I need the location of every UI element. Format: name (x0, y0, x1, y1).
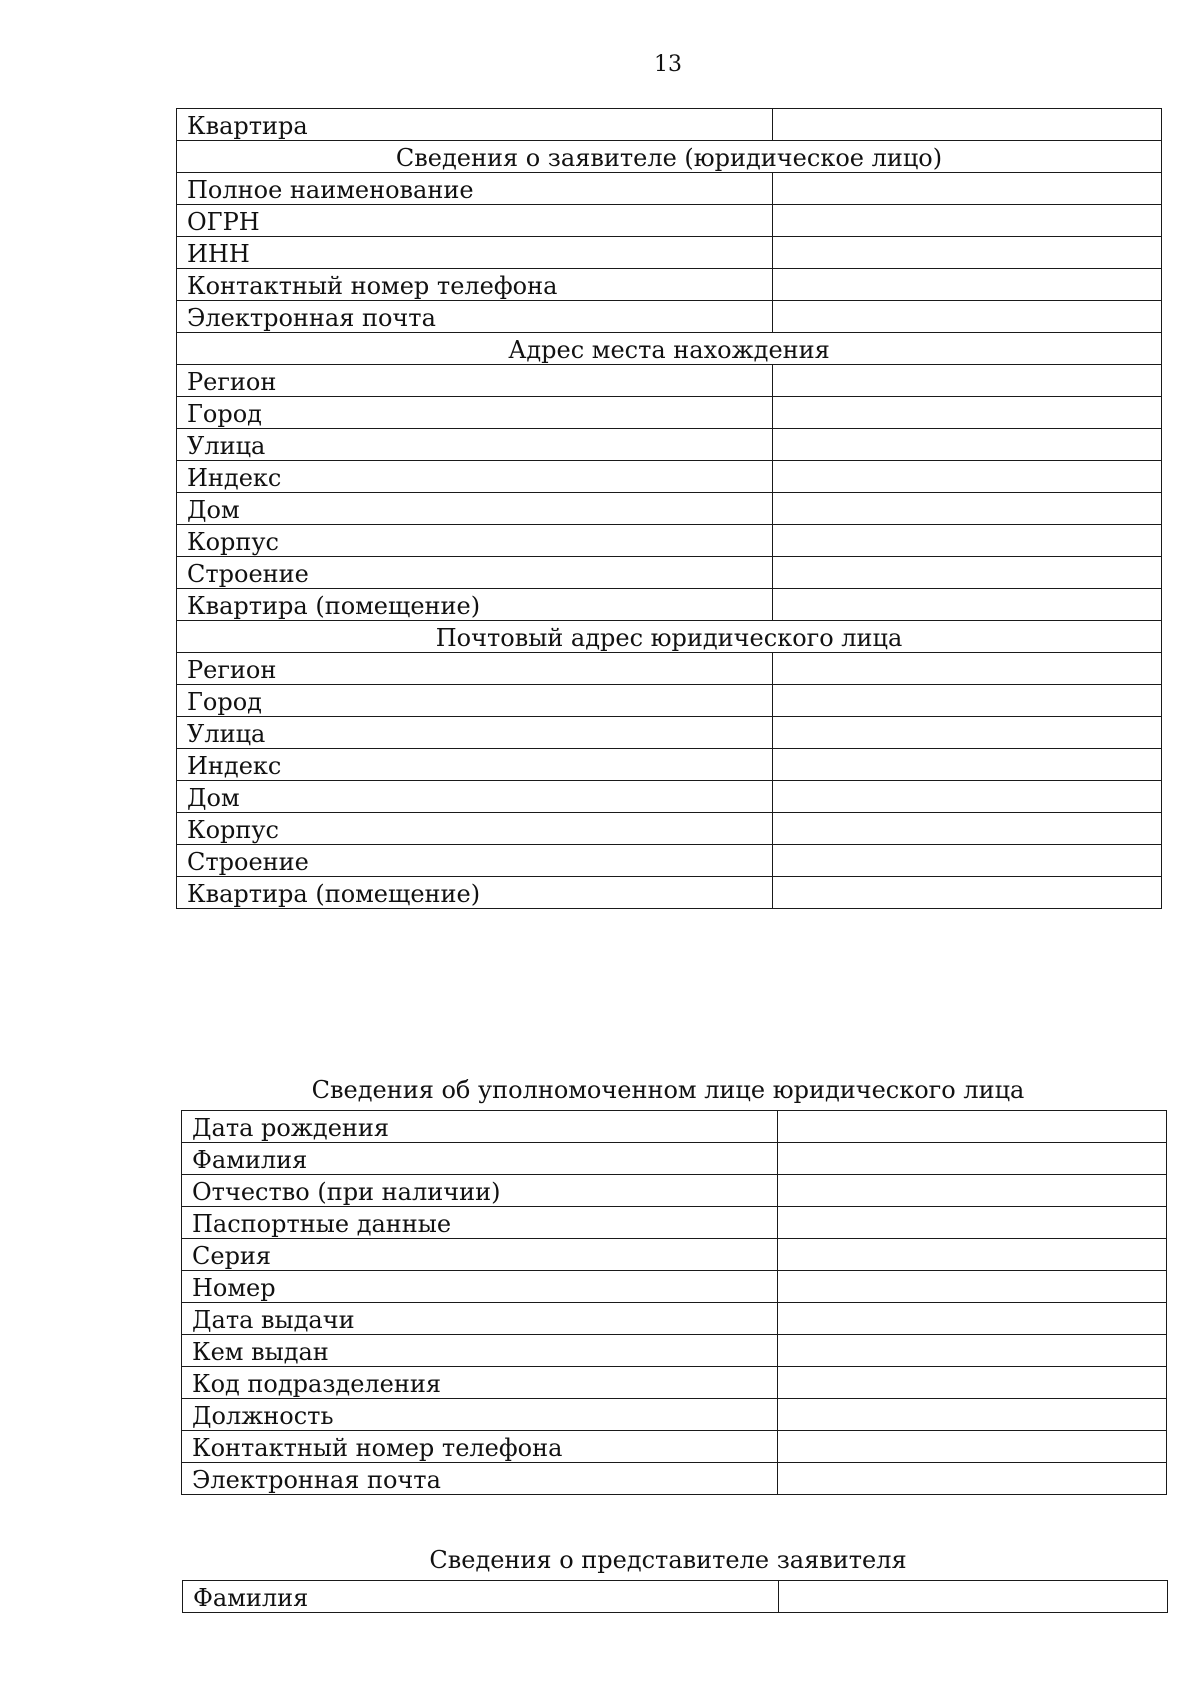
table-row (177, 877, 1162, 909)
table-row (182, 1111, 1167, 1143)
field-label-phone: Контактный номер телефона (177, 269, 773, 301)
field-label-location-apartment: Квартира (помещение) (177, 589, 773, 621)
field-value-postal-region[interactable] (773, 653, 1162, 685)
field-label-postal-building: Корпус (177, 813, 773, 845)
table-row (177, 653, 1162, 685)
field-value-position[interactable] (778, 1399, 1167, 1431)
field-value-postal-structure[interactable] (773, 845, 1162, 877)
field-label-location-region: Регион (177, 365, 773, 397)
field-value-location-building[interactable] (773, 525, 1162, 557)
table-row (177, 845, 1162, 877)
field-value-passport-data[interactable] (778, 1207, 1167, 1239)
field-value-representative-surname[interactable] (779, 1581, 1168, 1613)
field-value-location-apartment[interactable] (773, 589, 1162, 621)
field-value-inn[interactable] (773, 237, 1162, 269)
field-value-passport-number[interactable] (778, 1271, 1167, 1303)
field-label-postal-structure: Строение (177, 845, 773, 877)
table-row (182, 1207, 1167, 1239)
field-label-postal-region: Регион (177, 653, 773, 685)
table-row (177, 749, 1162, 781)
field-value-postal-street[interactable] (773, 717, 1162, 749)
table-row (177, 717, 1162, 749)
field-label-authorized-email: Электронная почта (182, 1463, 778, 1495)
table-row (182, 1175, 1167, 1207)
field-label-issued-by: Кем выдан (182, 1335, 778, 1367)
table-row (177, 557, 1162, 589)
field-value-location-street[interactable] (773, 429, 1162, 461)
field-label-postal-house: Дом (177, 781, 773, 813)
field-value-ogrn[interactable] (773, 205, 1162, 237)
field-value-postal-city[interactable] (773, 685, 1162, 717)
table-row (177, 589, 1162, 621)
field-label-postal-street: Улица (177, 717, 773, 749)
field-label-issue-date: Дата выдачи (182, 1303, 778, 1335)
table-row (182, 1335, 1167, 1367)
field-label-surname: Фамилия (182, 1143, 778, 1175)
field-value-passport-series[interactable] (778, 1239, 1167, 1271)
section-header-legal-entity: Сведения о заявителе (юридическое лицо) (177, 141, 1162, 173)
applicant-legal-entity-table (176, 108, 1162, 909)
field-label-patronymic: Отчество (при наличии) (182, 1175, 778, 1207)
field-value-issue-date[interactable] (778, 1303, 1167, 1335)
field-value-authorized-phone[interactable] (778, 1431, 1167, 1463)
field-value-patronymic[interactable] (778, 1175, 1167, 1207)
field-label-apartment: Квартира (177, 109, 773, 141)
field-label-passport-series: Серия (182, 1239, 778, 1271)
table-row (182, 1431, 1167, 1463)
table-row (182, 1463, 1167, 1495)
field-value-surname[interactable] (778, 1143, 1167, 1175)
field-value-location-house[interactable] (773, 493, 1162, 525)
field-label-location-street: Улица (177, 429, 773, 461)
table-row (183, 1581, 1168, 1613)
field-label-postal-index: Индекс (177, 749, 773, 781)
field-label-location-building: Корпус (177, 525, 773, 557)
representative-caption: Сведения о представителе заявителя (429, 1546, 907, 1574)
field-label-postal-city: Город (177, 685, 773, 717)
section-header-row (177, 141, 1162, 173)
section-header-row (177, 333, 1162, 365)
field-value-division-code[interactable] (778, 1367, 1167, 1399)
field-label-birth-date: Дата рождения (182, 1111, 778, 1143)
field-label-division-code: Код подразделения (182, 1367, 778, 1399)
field-label-location-index: Индекс (177, 461, 773, 493)
authorized-person-caption: Сведения об уполномоченном лице юридического лица (311, 1076, 1025, 1104)
table-row (177, 781, 1162, 813)
field-value-email[interactable] (773, 301, 1162, 333)
field-value-location-structure[interactable] (773, 557, 1162, 589)
field-value-birth-date[interactable] (778, 1111, 1167, 1143)
field-value-location-region[interactable] (773, 365, 1162, 397)
table-row (177, 429, 1162, 461)
field-label-position: Должность (182, 1399, 778, 1431)
section-header-row (177, 621, 1162, 653)
field-label-representative-surname: Фамилия (183, 1581, 779, 1613)
table-row (182, 1239, 1167, 1271)
table-row (182, 1399, 1167, 1431)
field-value-postal-building[interactable] (773, 813, 1162, 845)
section-header-postal-address: Почтовый адрес юридического лица (177, 621, 1162, 653)
section-header-location-address: Адрес места нахождения (177, 333, 1162, 365)
table-row (182, 1367, 1167, 1399)
field-label-location-city: Город (177, 397, 773, 429)
field-value-postal-index[interactable] (773, 749, 1162, 781)
field-label-location-structure: Строение (177, 557, 773, 589)
field-label-location-house: Дом (177, 493, 773, 525)
table-row (177, 397, 1162, 429)
field-value-location-city[interactable] (773, 397, 1162, 429)
table-row (177, 109, 1162, 141)
table-row (182, 1143, 1167, 1175)
field-label-full-name: Полное наименование (177, 173, 773, 205)
field-value-full-name[interactable] (773, 173, 1162, 205)
field-value-postal-house[interactable] (773, 781, 1162, 813)
table-row (177, 205, 1162, 237)
field-value-apartment[interactable] (773, 109, 1162, 141)
field-label-passport-data: Паспортные данные (182, 1207, 778, 1239)
field-label-email: Электронная почта (177, 301, 773, 333)
table-row (177, 269, 1162, 301)
table-row (177, 461, 1162, 493)
field-value-postal-apartment[interactable] (773, 877, 1162, 909)
field-value-phone[interactable] (773, 269, 1162, 301)
table-row (177, 685, 1162, 717)
page-number: 13 (654, 52, 682, 77)
field-label-ogrn: ОГРН (177, 205, 773, 237)
table-row (177, 301, 1162, 333)
table-row (177, 173, 1162, 205)
table-row (182, 1271, 1167, 1303)
table-row (177, 813, 1162, 845)
field-label-passport-number: Номер (182, 1271, 778, 1303)
field-value-issued-by[interactable] (778, 1335, 1167, 1367)
field-value-location-index[interactable] (773, 461, 1162, 493)
field-label-inn: ИНН (177, 237, 773, 269)
field-value-authorized-email[interactable] (778, 1463, 1167, 1495)
field-label-postal-apartment: Квартира (помещение) (177, 877, 773, 909)
table-row (182, 1303, 1167, 1335)
authorized-person-table (181, 1110, 1167, 1495)
table-row (177, 237, 1162, 269)
field-label-authorized-phone: Контактный номер телефона (182, 1431, 778, 1463)
representative-table (182, 1580, 1168, 1613)
table-row (177, 365, 1162, 397)
table-row (177, 525, 1162, 557)
table-row (177, 493, 1162, 525)
